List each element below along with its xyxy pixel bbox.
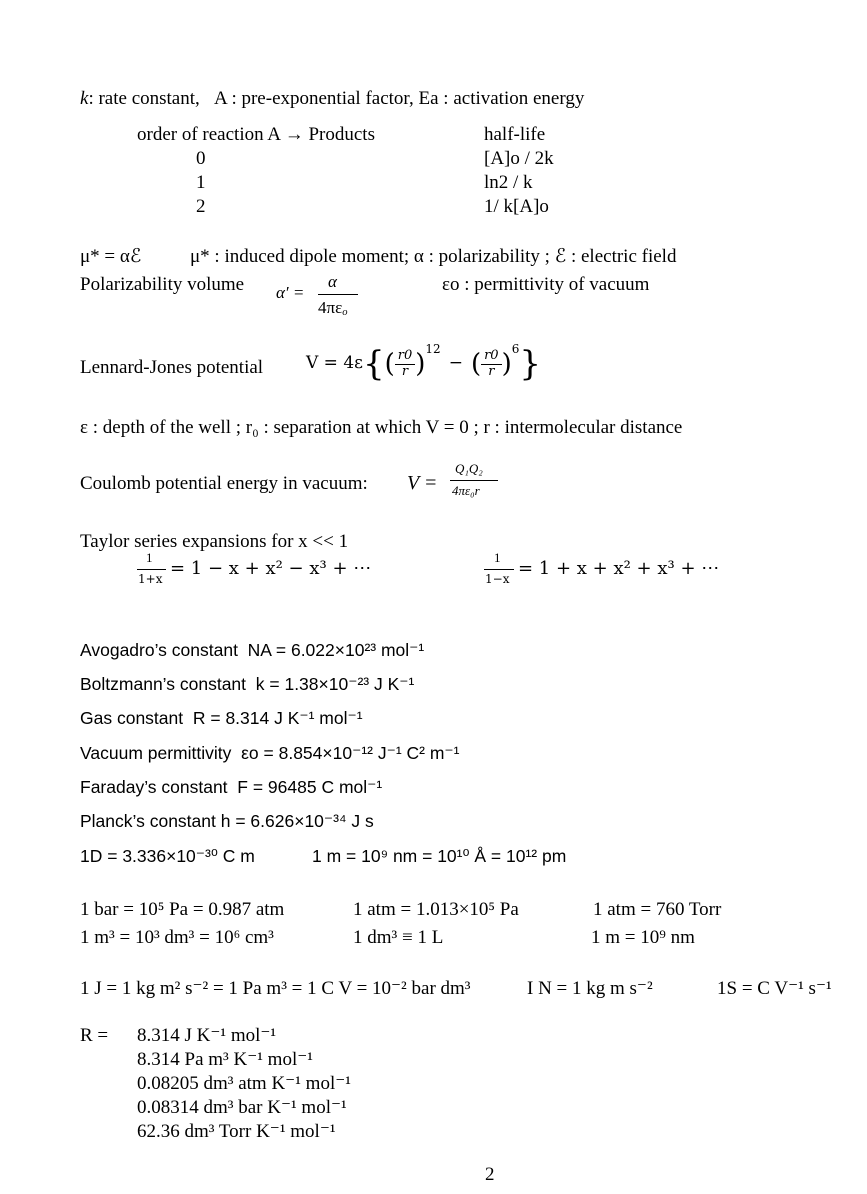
brace-close: }	[519, 344, 542, 384]
induced-dipole-equation: μ* = αℰ	[80, 246, 142, 267]
exponent-6: 6	[511, 342, 520, 356]
k-definition: : rate constant,	[88, 88, 200, 109]
constant-faraday	[80, 777, 382, 797]
lj-fraction-1	[395, 349, 416, 380]
k-symbol: k	[80, 88, 89, 109]
frac-num: r0	[481, 349, 502, 365]
fraction-bar	[484, 569, 514, 570]
conversion-bar: 1 bar = 10⁵ Pa = 0.987 atm	[80, 899, 285, 920]
constant-label: Avogadro’s constant	[80, 640, 238, 660]
constant-value: F = 96485 C mol⁻¹	[237, 777, 383, 797]
constant-label: Gas constant	[80, 708, 184, 728]
lennard-jones-label: Lennard-Jones potential	[80, 357, 264, 378]
alpha-numerator: α	[328, 272, 337, 291]
taylor-left-denominator: 1+x	[138, 572, 163, 586]
conversion-metre: 1 m = 10⁹ nm	[591, 927, 695, 948]
brace-open: {	[362, 344, 385, 384]
debye-conversion: 1D = 3.336×10⁻³⁰ C m	[80, 846, 255, 866]
table-order: 1	[196, 172, 206, 193]
coulomb-lhs: V =	[407, 472, 438, 494]
denominator-text: 4πε	[318, 298, 343, 317]
gas-constant-value: 62.36 dm³ Torr K⁻¹ mol⁻¹	[137, 1121, 336, 1142]
paren-close: )	[501, 349, 512, 379]
conversion-atm-pa: 1 atm = 1.013×10⁵ Pa	[353, 899, 519, 920]
gas-constant-value: 0.08314 dm³ bar K⁻¹ mol⁻¹	[137, 1097, 347, 1118]
constant-avogadro	[80, 640, 424, 660]
constant-planck	[80, 811, 374, 831]
constant-permittivity	[80, 743, 459, 763]
fraction-bar	[137, 569, 166, 570]
conversion-energy: 1 J = 1 kg m² s⁻² = 1 Pa m³ = 1 C V = 10⁻² bar dm³	[80, 978, 471, 999]
coulomb-label: Coulomb potential energy in vacuum:	[80, 473, 368, 494]
length-conversion: 1 m = 10⁹ nm = 10¹⁰ Å = 10¹² pm	[312, 846, 567, 866]
conversion-siemens: 1S = C V⁻¹ s⁻¹	[717, 978, 832, 999]
constant-label: Vacuum permittivity	[80, 743, 232, 763]
constant-value: R = 8.314 J K⁻¹ mol⁻¹	[192, 708, 363, 728]
paren-open: (	[384, 349, 395, 379]
a-definition: : pre-exponential factor,	[231, 88, 414, 109]
exponent-12: 12	[425, 342, 441, 356]
kinetics-definitions	[80, 88, 584, 110]
coulomb-numerator: Q₁Q₂	[455, 461, 483, 476]
constant-value: k = 1.38×10⁻²³ J K⁻¹	[255, 674, 415, 694]
a-symbol: A	[214, 88, 227, 109]
lennard-jones-equation	[306, 341, 541, 387]
polarizability-volume-label: Polarizability volume	[80, 274, 245, 295]
gas-constant-value: 0.08205 dm³ atm K⁻¹ mol⁻¹	[137, 1073, 351, 1094]
table-halflife: [A]o / 2k	[484, 148, 554, 169]
coulomb-denominator: 4πε₀r	[452, 483, 480, 498]
paren-close: )	[415, 349, 426, 379]
taylor-right-numerator: 1	[494, 550, 501, 565]
permittivity-description: εo : permittivity of vacuum	[442, 274, 650, 295]
alpha-denominator	[318, 298, 348, 318]
table-order: 0	[196, 148, 206, 169]
constant-value: h = 6.626×10⁻³⁴ J s	[220, 811, 374, 831]
conversion-atm-torr: 1 atm = 760 Torr	[593, 899, 722, 920]
minus-sign: −	[448, 353, 463, 374]
frac-num: r0	[395, 349, 416, 365]
taylor-label: Taylor series expansions for x << 1	[80, 531, 349, 552]
ea-symbol: Ea	[418, 88, 439, 109]
taylor-left-expansion: = 1 − x + x² − x³ + ⋯	[170, 558, 372, 579]
constant-value: NA = 6.022×10²³ mol⁻¹	[247, 640, 425, 660]
table-header-order: order of reaction A → Products	[137, 124, 375, 145]
gas-constant-label: R =	[80, 1025, 109, 1046]
constant-label: Planck’s constant	[80, 811, 216, 831]
frac-den: r	[488, 363, 495, 379]
table-halflife: ln2 / k	[484, 172, 533, 193]
constant-boltzmann	[80, 674, 414, 694]
page-number: 2	[485, 1164, 495, 1185]
constant-label: Boltzmann’s constant	[80, 674, 247, 694]
conversion-litre: 1 dm³ ≡ 1 L	[353, 927, 444, 948]
paren-open: (	[470, 349, 482, 379]
constant-label: Faraday’s constant	[80, 777, 228, 797]
taylor-right-denominator: 1−x	[485, 572, 510, 586]
taylor-right-expansion: = 1 + x + x² + x³ + ⋯	[518, 558, 720, 579]
lennard-jones-description: ε : depth of the well ; r₀ : separation at which V = 0 ; r : intermolecular distance	[80, 417, 683, 438]
alpha-prime: α′ =	[276, 283, 305, 302]
fraction-bar	[450, 480, 498, 481]
fraction-bar	[318, 294, 358, 295]
constant-gas	[80, 708, 363, 728]
polarizability-description: μ* : induced dipole moment; α : polarizability ; ℰ : electric field	[190, 246, 677, 267]
constant-value: εo = 8.854×10⁻¹² J⁻¹ C² m⁻¹	[241, 743, 460, 763]
conversion-newton: I N = 1 kg m s⁻²	[527, 978, 653, 999]
lj-fraction-2	[481, 349, 502, 380]
frac-den: r	[401, 363, 409, 379]
conversion-volume: 1 m³ = 10³ dm³ = 10⁶ cm³	[80, 927, 274, 948]
taylor-left-numerator: 1	[146, 550, 153, 565]
denominator-sub: o	[342, 307, 348, 319]
table-order: 2	[196, 196, 206, 217]
lj-lhs: V = 4ε	[306, 353, 363, 374]
ea-definition: : activation energy	[443, 88, 585, 109]
gas-constant-value: 8.314 J K⁻¹ mol⁻¹	[137, 1025, 277, 1046]
table-header-halflife: half-life	[484, 124, 546, 145]
gas-constant-value: 8.314 Pa m³ K⁻¹ mol⁻¹	[137, 1049, 313, 1070]
table-halflife: 1/ k[A]o	[484, 196, 549, 217]
